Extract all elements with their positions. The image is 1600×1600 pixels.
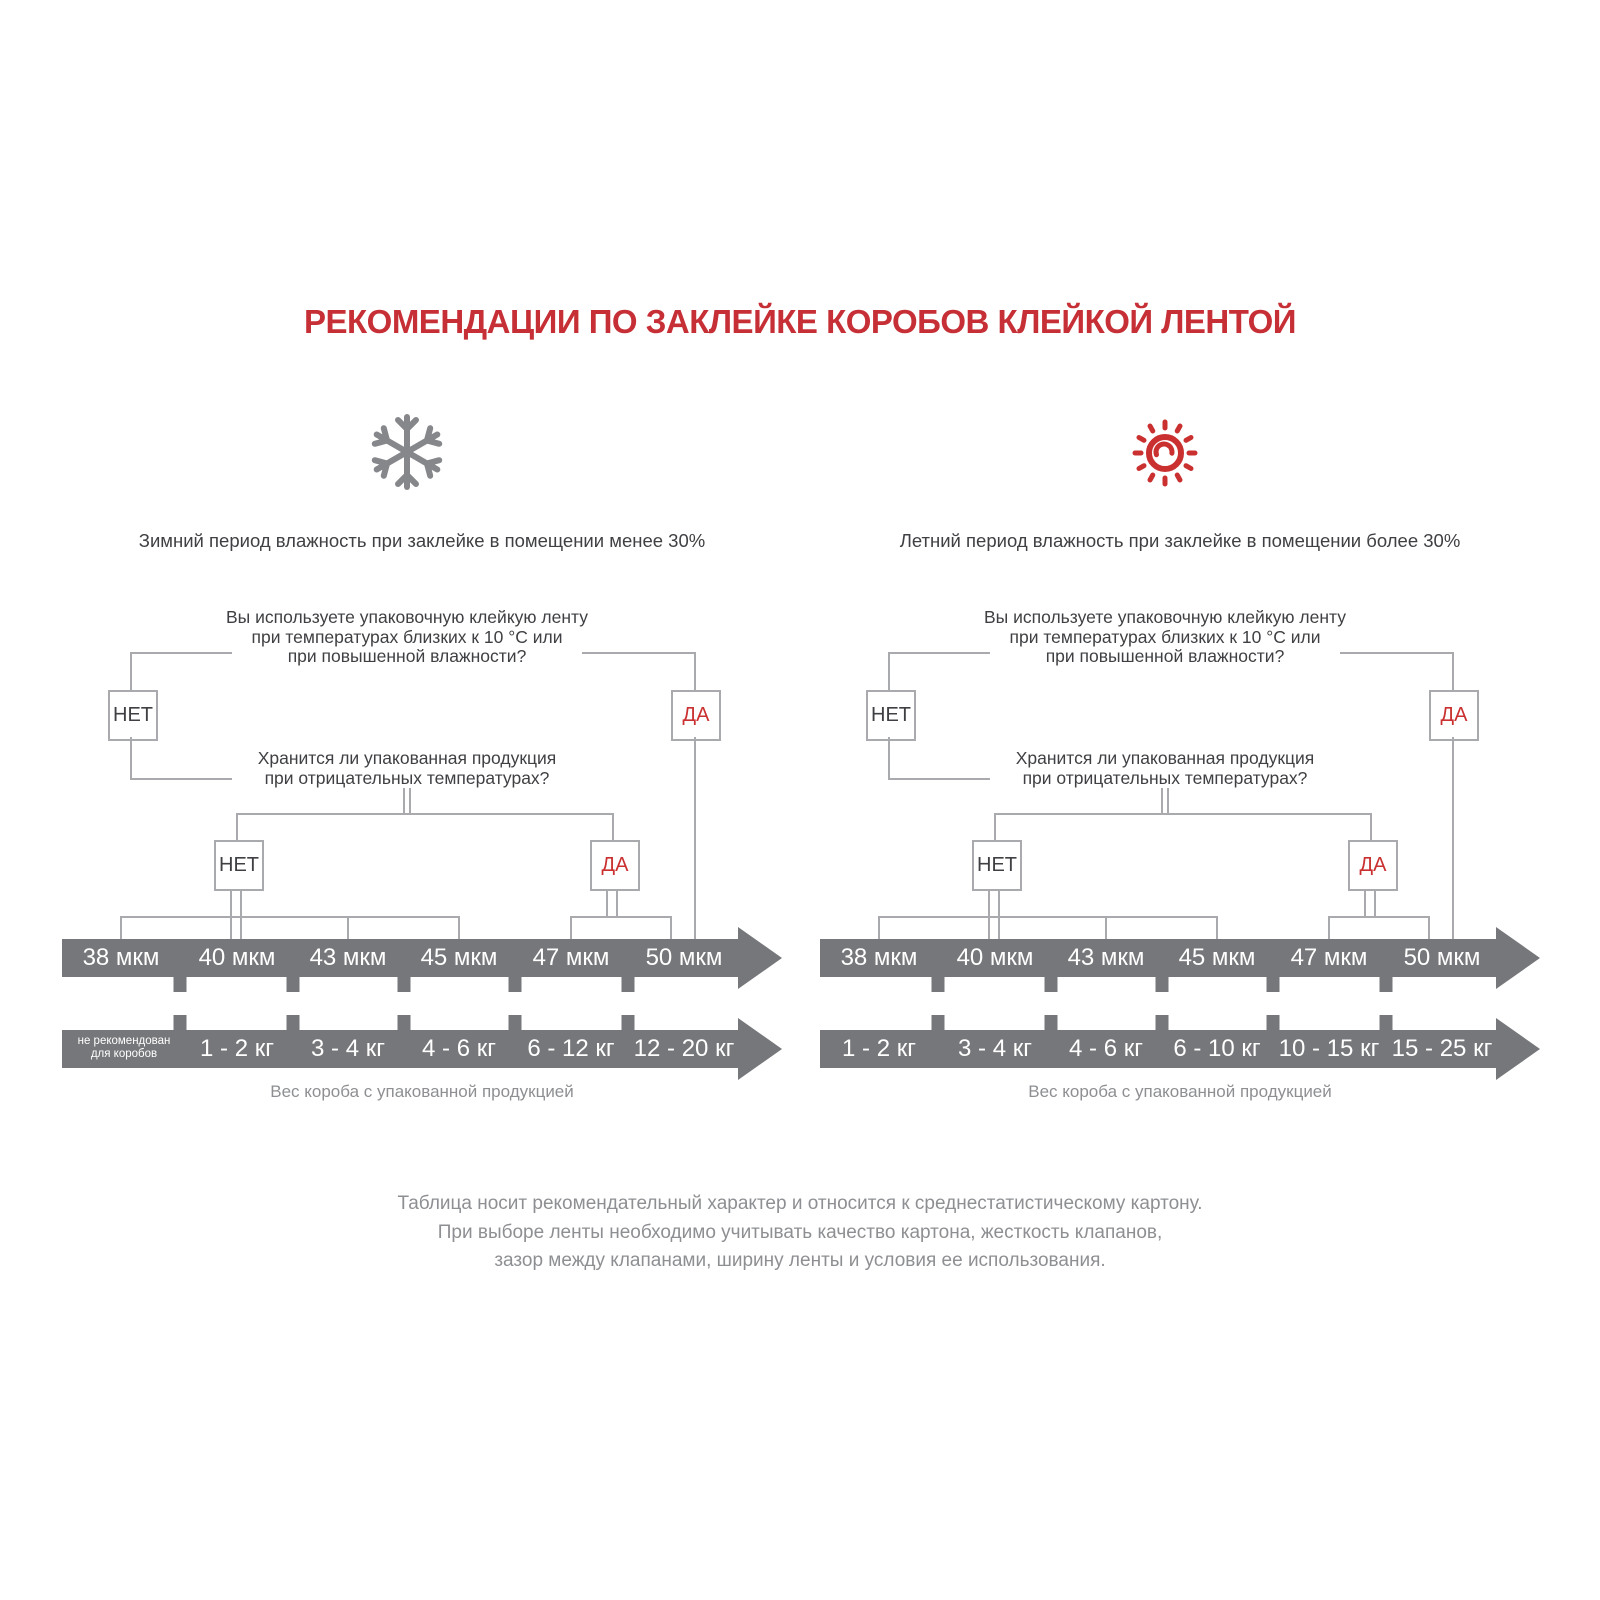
question-1-line: при температурах близких к 10 °С или [251,626,563,647]
thickness-label: 47 мкм [532,944,610,971]
connector-line [670,916,672,941]
tick [1267,1015,1280,1030]
connector-line [694,652,696,692]
weight-label: 10 - 15 кг [1278,1035,1380,1062]
weight-label: 6 - 12 кг [527,1035,615,1062]
tick [509,977,522,992]
connector-line [1452,737,1454,941]
not-recommended-label [78,1035,171,1061]
connector-line [1364,889,1366,918]
arrow-head [738,1018,782,1080]
decision-label: НЕТ [871,704,911,726]
decision-label: НЕТ [219,854,259,876]
connector-line [130,737,132,780]
connector-line [1105,916,1107,941]
decision-no-2 [972,840,1022,891]
connector-line [130,652,132,692]
tick [398,977,411,992]
weight-label: 1 - 2 кг [200,1035,274,1062]
footer-line: При выборе ленты необходимо учитывать качество картона, жесткость клапанов, [437,1221,1163,1243]
decision-label: ДА [1359,854,1387,876]
connector-line [1340,652,1454,654]
thickness-label: 43 мкм [1067,944,1145,971]
not-recommended-line: для коробов [90,1048,158,1060]
question-1 [167,608,647,667]
question-1-line: при повышенной влажности? [287,646,527,666]
connector-line [1167,788,1169,815]
question-2-line: при отрицательных температурах? [1022,768,1308,788]
question-1-line: Вы используете упаковочную клейкую ленту [226,607,588,627]
arrow-head [1496,1018,1540,1080]
thickness-label: 38 мкм [82,944,160,971]
winter-chart [62,400,782,1110]
box-weight-arrow [820,1030,1496,1068]
decision-label: НЕТ [113,704,153,726]
question-1 [925,608,1405,667]
weight-label: 3 - 4 кг [958,1035,1032,1062]
decision-yes-2 [590,840,640,891]
connector-line [120,916,122,941]
connector-line [1328,916,1330,941]
question-2-line: Хранится ли упакованная продукция [257,748,557,768]
tick [932,1015,945,1030]
page-title: РЕКОМЕНДАЦИИ ПО ЗАКЛЕЙКЕ КОРОБОВ КЛЕЙКОЙ ЛЕНТОЙ [303,303,1296,340]
decision-label: ДА [682,704,710,726]
question-2 [167,748,647,788]
decision-label: НЕТ [977,854,1017,876]
question-1-line: Вы используете упаковочную клейкую ленту [984,607,1346,627]
tick [174,977,187,992]
tick [1045,1015,1058,1030]
connector-line [878,916,1218,918]
weight-label: 4 - 6 кг [422,1035,496,1062]
thickness-label: 40 мкм [956,944,1034,971]
sun-icon [1125,412,1205,492]
connector-line [230,889,232,941]
weight-label: 1 - 2 кг [842,1035,916,1062]
thickness-label: 50 мкм [645,944,723,971]
connector-line [1216,916,1218,941]
connector-line [888,737,890,780]
connector-line [994,813,996,842]
not-recommended-line: не рекомендован [77,1035,171,1047]
connector-line [1328,916,1430,918]
weight-label: 6 - 10 кг [1173,1035,1261,1062]
decision-label: ДА [1440,704,1468,726]
connector-line [403,788,405,815]
connector-line [878,916,880,941]
thickness-label: 45 мкм [1178,944,1256,971]
connector-line [1370,813,1372,842]
connector-line [347,916,349,941]
connector-line [132,652,232,654]
tape-thickness-arrow [62,939,738,977]
connector-line [1161,788,1163,815]
tick [398,1015,411,1030]
tick [932,977,945,992]
weight-axis-caption: Вес короба с упакованной продукцией [270,1082,574,1101]
connector-line [612,813,614,842]
thickness-label: 38 мкм [840,944,918,971]
footer-line: Таблица носит рекомендательный характер и относится к среднестатистическому картону. [397,1193,1203,1214]
connector-line [570,916,672,918]
weight-axis-caption: Вес короба с упакованной продукцией [1028,1082,1332,1101]
connector-line [236,813,614,815]
thickness-label: 47 мкм [1290,944,1368,971]
question-1-line: при повышенной влажности? [1045,646,1285,666]
connector-line [570,916,572,941]
tick [1045,977,1058,992]
weight-label: 3 - 4 кг [311,1035,385,1062]
connector-line [988,889,990,941]
question-1-line: при температурах близких к 10 °С или [1009,626,1321,647]
connector-line [890,652,990,654]
tick [1380,977,1393,992]
decision-no-2 [214,840,264,891]
connector-line [998,889,1000,941]
tick [1267,977,1280,992]
connector-line [1428,916,1430,941]
tick [622,1015,635,1030]
weight-label: 4 - 6 кг [1069,1035,1143,1062]
connector-line [616,889,618,918]
tick [1380,1015,1393,1030]
summer-chart [820,400,1540,1110]
connector-line [694,737,696,941]
footer-note [0,1190,1600,1276]
section-heading: Летний период влажность при заклейке в помещении более 30% [899,530,1461,551]
arrow-head [738,927,782,989]
connector-line [994,813,1372,815]
tick [174,1015,187,1030]
weight-label: 12 - 20 кг [633,1035,735,1062]
connector-line [888,652,890,692]
tick [287,977,300,992]
connector-line [1452,652,1454,692]
thickness-label: 45 мкм [420,944,498,971]
tick [1156,1015,1169,1030]
question-2 [925,748,1405,788]
thickness-label: 50 мкм [1403,944,1481,971]
connector-line [606,889,608,918]
arrow-head [1496,927,1540,989]
connector-line [120,916,460,918]
thickness-label: 43 мкм [309,944,387,971]
snowflake-icon [367,412,447,492]
connector-line [409,788,411,815]
connector-line [458,916,460,941]
footer-line: зазор между клапанами, ширину ленты и условия ее использования. [494,1250,1106,1271]
decision-yes-1 [1429,690,1479,741]
thickness-label: 40 мкм [198,944,276,971]
connector-line [582,652,696,654]
decision-no-1 [108,690,158,741]
weight-label: 15 - 25 кг [1391,1035,1493,1062]
connector-line [236,813,238,842]
connector-line [240,889,242,941]
question-2-line: при отрицательных температурах? [264,768,550,788]
decision-yes-1 [671,690,721,741]
decision-label: ДА [601,854,629,876]
tick [622,977,635,992]
decision-no-1 [866,690,916,741]
tick [1156,977,1169,992]
question-2-line: Хранится ли упакованная продукция [1015,748,1315,768]
box-weight-arrow [62,1030,738,1068]
section-heading: Зимний период влажность при заклейке в помещении менее 30% [138,530,706,551]
connector-line [1374,889,1376,918]
tick [287,1015,300,1030]
tick [509,1015,522,1030]
tape-thickness-arrow [820,939,1496,977]
decision-yes-2 [1348,840,1398,891]
